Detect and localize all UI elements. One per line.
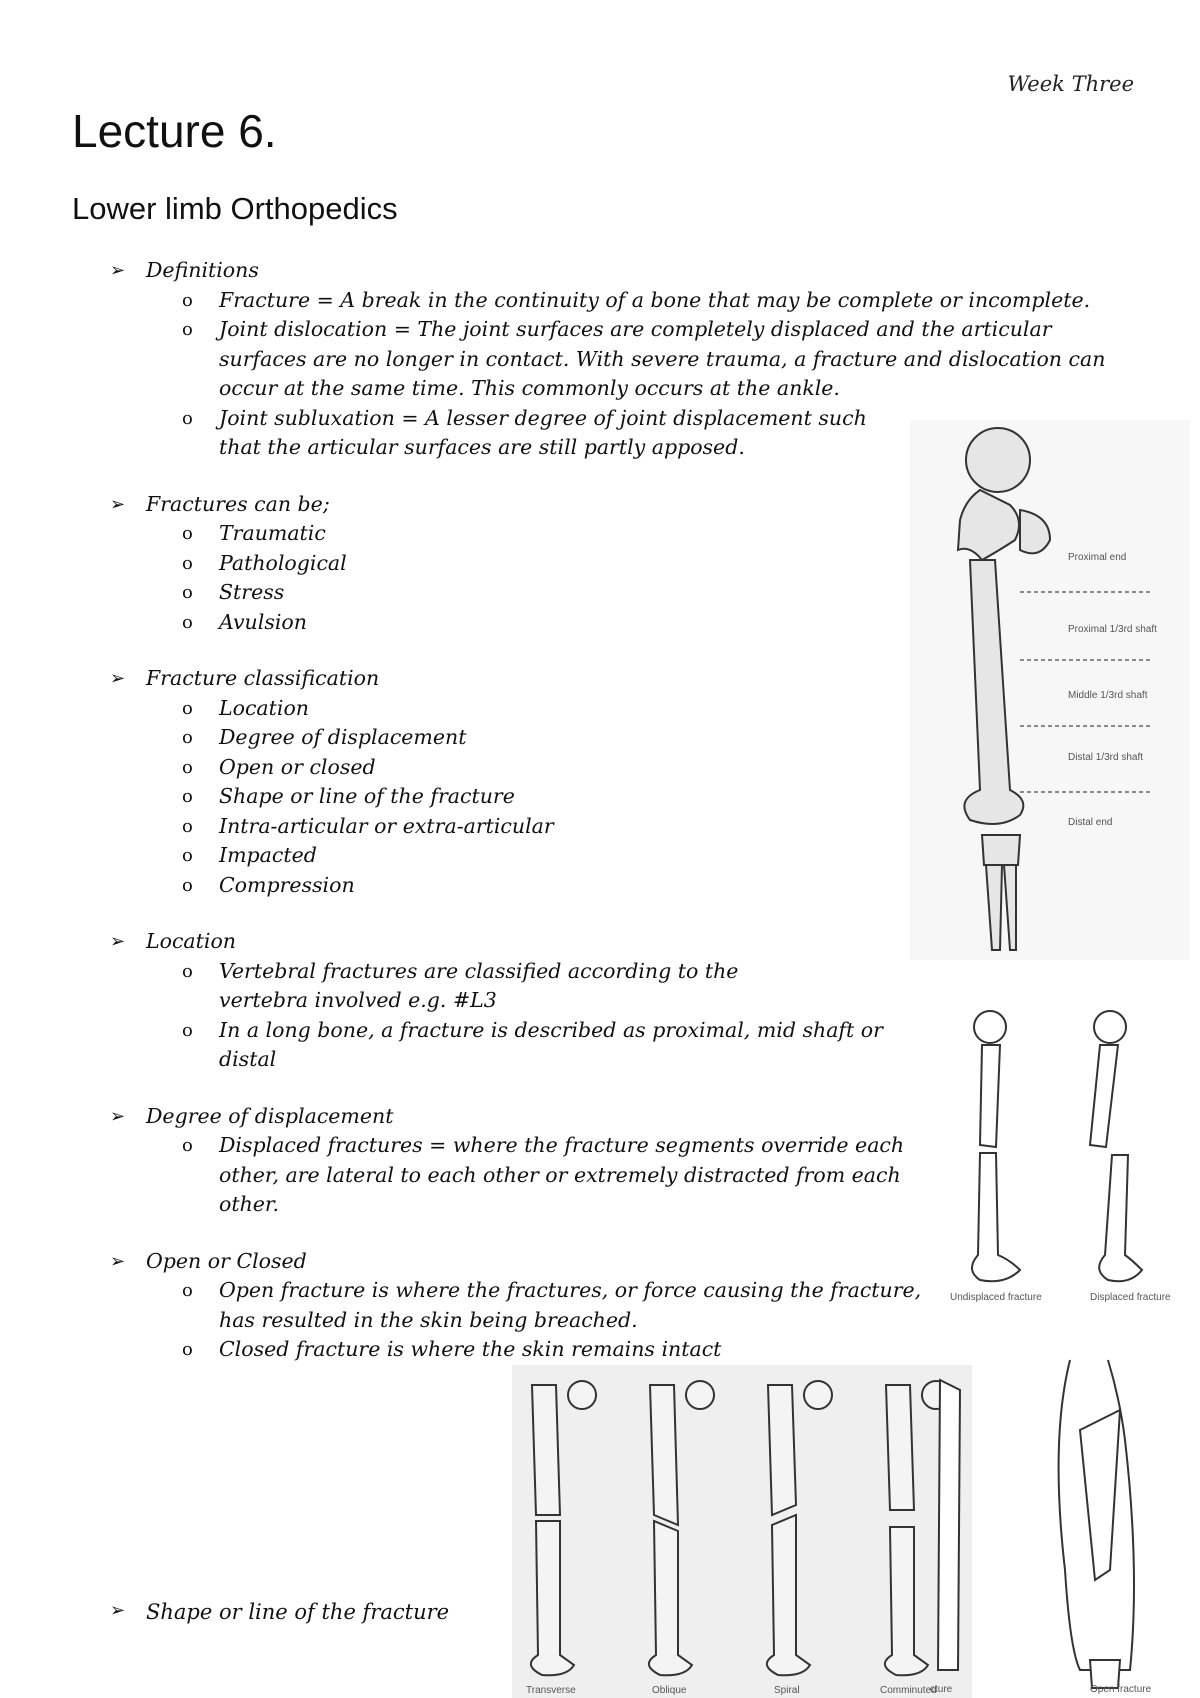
circle-bullet-icon: o — [182, 756, 193, 778]
list-item: Open or closed — [219, 754, 376, 779]
displacement-label: Displaced fracture — [1090, 1292, 1171, 1303]
circle-bullet-icon: o — [182, 582, 193, 603]
section-heading: Degree of displacement — [146, 1103, 394, 1128]
circle-bullet-icon: o — [182, 1280, 193, 1301]
section-heading: Location — [146, 929, 236, 953]
arrow-bullet-icon: ➢ — [110, 931, 126, 952]
circle-bullet-icon: o — [182, 1135, 193, 1156]
circle-bullet-icon: o — [182, 874, 193, 896]
list-item: Degree of displacement — [219, 725, 467, 749]
femur-region-label: Distal 1/3rd shaft — [1068, 752, 1144, 763]
arrow-bullet-icon: ➢ — [110, 1250, 126, 1272]
section-heading: Definitions — [146, 258, 259, 282]
displacement-label: Undisplaced fracture — [950, 1292, 1042, 1303]
femur-region-label: Proximal end — [1068, 552, 1127, 563]
fracture-shape-label: Transverse — [526, 1685, 576, 1696]
section-heading: Shape or line of the fracture — [146, 1600, 450, 1624]
list-item: Open fracture is where the fractures, or force causing the fracture, has resulted in the skin being breached. — [219, 1278, 922, 1332]
section-heading: Fracture classification — [146, 666, 380, 690]
circle-bullet-icon: o — [182, 319, 193, 340]
list-item: Vertebral fractures are classified according to the vertebra involved e.g. #L3 — [219, 958, 739, 1012]
circle-bullet-icon: o — [182, 727, 193, 748]
page-title: Lecture 6. — [72, 105, 277, 157]
list-item: Stress — [219, 580, 285, 604]
list-item: Joint dislocation = The joint surfaces are completely displaced and the articular surfaces are no longer in contact. With severe trauma, a fracture and dislocation can occur at the same time. This commonly occurs at the ankle. — [219, 317, 1106, 400]
circle-bullet-icon: o — [182, 289, 193, 311]
list-item: Location — [219, 695, 309, 720]
arrow-bullet-icon: ➢ — [110, 1105, 126, 1127]
circle-bullet-icon: o — [182, 815, 193, 837]
section-heading: Open or Closed — [146, 1248, 307, 1273]
femur-region-label: Middle 1/3rd shaft — [1068, 690, 1148, 701]
circle-bullet-icon: o — [182, 611, 193, 633]
section-shape-heading — [110, 1600, 449, 1624]
open-closed-label: cture — [930, 1684, 953, 1695]
displacement-diagram — [950, 1005, 1190, 1305]
circle-bullet-icon: o — [182, 552, 193, 574]
list-item: Shape or line of the fracture — [219, 784, 515, 808]
list-item: Displaced fractures = where the fracture segments override each other, are lateral to each other or extremely distracted from each other. — [219, 1133, 905, 1216]
femur-diagram — [910, 420, 1190, 960]
list-item: Pathological — [219, 550, 347, 575]
list-item: Traumatic — [219, 521, 326, 545]
fracture-shapes-diagram — [512, 1365, 972, 1698]
fracture-shapes-figure — [512, 1365, 972, 1698]
open-closed-figure — [930, 1320, 1200, 1698]
list-item: In a long bone, a fracture is described as proximal, mid shaft or distal — [219, 1017, 883, 1071]
list-item: Joint subluxation = A lesser degree of joint displacement such that the articular surfaces are still partly apposed. — [219, 405, 867, 459]
page-subtitle: Lower limb Orthopedics — [72, 191, 398, 226]
circle-bullet-icon: o — [182, 407, 193, 429]
arrow-bullet-icon: ➢ — [110, 1600, 126, 1621]
arrow-bullet-icon: ➢ — [110, 493, 126, 515]
circle-bullet-icon: o — [182, 697, 193, 719]
circle-bullet-icon: o — [182, 845, 193, 866]
circle-bullet-icon: o — [182, 960, 193, 982]
fracture-shape-label: Oblique — [652, 1685, 687, 1696]
list-item: Intra-articular or extra-articular — [219, 813, 554, 838]
circle-bullet-icon: o — [182, 1339, 193, 1360]
femur-region-label: Proximal 1/3rd shaft — [1068, 624, 1157, 635]
list-item: Closed fracture is where the skin remains intact — [219, 1337, 722, 1361]
displacement-figure — [950, 1005, 1190, 1305]
fracture-shape-label: Spiral — [774, 1685, 800, 1696]
femur-regions-figure — [910, 420, 1190, 960]
list-item: Fracture = A break in the continuity of a bone that may be complete or incomplete. — [219, 287, 1091, 312]
fracture-shape-label: Comminuted — [880, 1685, 937, 1696]
open-closed-diagram — [930, 1320, 1200, 1698]
circle-bullet-icon: o — [182, 523, 193, 544]
arrow-bullet-icon: ➢ — [110, 668, 126, 689]
section-heading: Fractures can be; — [146, 491, 330, 516]
list-item: Compression — [219, 872, 355, 897]
week-label: Week Three — [1007, 72, 1134, 96]
femur-region-label: Distal end — [1068, 817, 1113, 828]
circle-bullet-icon: o — [182, 1019, 193, 1041]
circle-bullet-icon: o — [182, 786, 193, 807]
open-closed-label: Open fracture — [1090, 1684, 1152, 1695]
list-item: Impacted — [219, 843, 317, 867]
arrow-bullet-icon: ➢ — [110, 260, 126, 281]
list-item: Avulsion — [219, 609, 307, 634]
